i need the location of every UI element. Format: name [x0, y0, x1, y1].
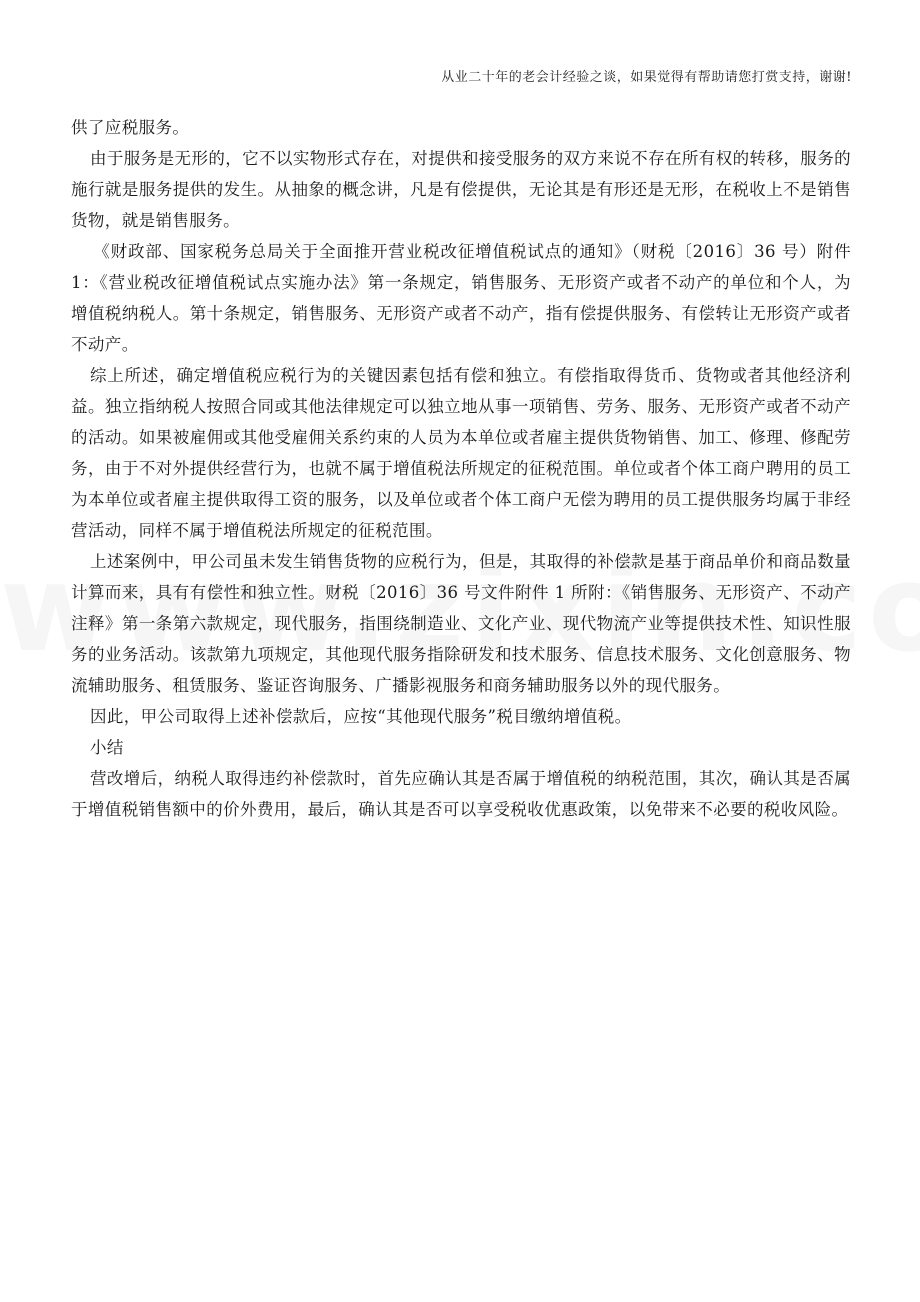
header-note: 从业二十年的老会计经验之谈，如果觉得有帮助请您打赏支持，谢谢!: [441, 70, 852, 85]
paragraph-case-analysis: 上述案例中，甲公司虽未发生销售货物的应税行为，但是，其取得的补偿款是基于商品单价和商品数量计算而来，具有有偿性和独立性。财税〔2016〕36 号文件附件 1 所附：《销售服务、无形资产、不动产注释》第一条第六款规定，现代服务，指围绕制造业、文化产业、现代物流产业等提供技术性、知识性服务的业务活动。该款第九项规定，其他现代服务指除研发和技术服务、信息技术服务、文化创意服务、物流辅助服务、租赁服务、鉴证咨询服务、广播影视服务和商务辅助服务以外的现代服务。: [71, 552, 851, 695]
paragraph-final-summary: 营改增后，纳税人取得违约补偿款时，首先应确认其是否属于增值税的纳税范围，其次，确认其是否属于增值税销售额中的价外费用，最后，确认其是否可以享受税收优惠政策，以免带来不必要的税收风险。: [71, 769, 851, 819]
paragraph-service-intangible: 由于服务是无形的，它不以实物形式存在，对提供和接受服务的双方来说不存在所有权的转移，服务的施行就是服务提供的发生。从抽象的概念讲，凡是有偿提供，无论其是有形还是无形，在税收上不是销售货物，就是销售服务。: [71, 149, 851, 230]
document-body: [71, 112, 851, 825]
section-heading-summary: 小结: [89, 738, 124, 757]
paragraph-continuation: 供了应税服务。: [71, 118, 190, 137]
paragraph-conclusion: 因此，甲公司取得上述补偿款后，应按“其他现代服务”税目缴纳增值税。: [89, 707, 632, 726]
paragraph-summary-factors: 综上所述，确定增值税应税行为的关键因素包括有偿和独立。有偿指取得货币、货物或者其他经济利益。独立指纳税人按照合同或其他法律规定可以独立地从事一项销售、劳务、服务、无形资产或者不动产的活动。如果被雇佣或其他受雇佣关系约束的人员为本单位或者雇主提供货物销售、加工、修理、修配劳务，由于不对外提供经营行为，也就不属于增值税法所规定的征税范围。单位或者个体工商户聘用的员工为本单位或者雇主提供取得工资的服务，以及单位或者个体工商户无偿为聘用的员工提供服务均属于非经营活动，同样不属于增值税法所规定的征税范围。: [71, 366, 851, 540]
paragraph-policy-citation: 《财政部、国家税务总局关于全面推开营业税改征增值税试点的通知》（财税〔2016〕36 号）附件 1：《营业税改征增值税试点实施办法》第一条规定，销售服务、无形资产或者不动产的单位和个人，为增值税纳税人。第十条规定，销售服务、无形资产或者不动产，指有偿提供服务、有偿转让无形资产或者不动产。: [71, 242, 851, 354]
